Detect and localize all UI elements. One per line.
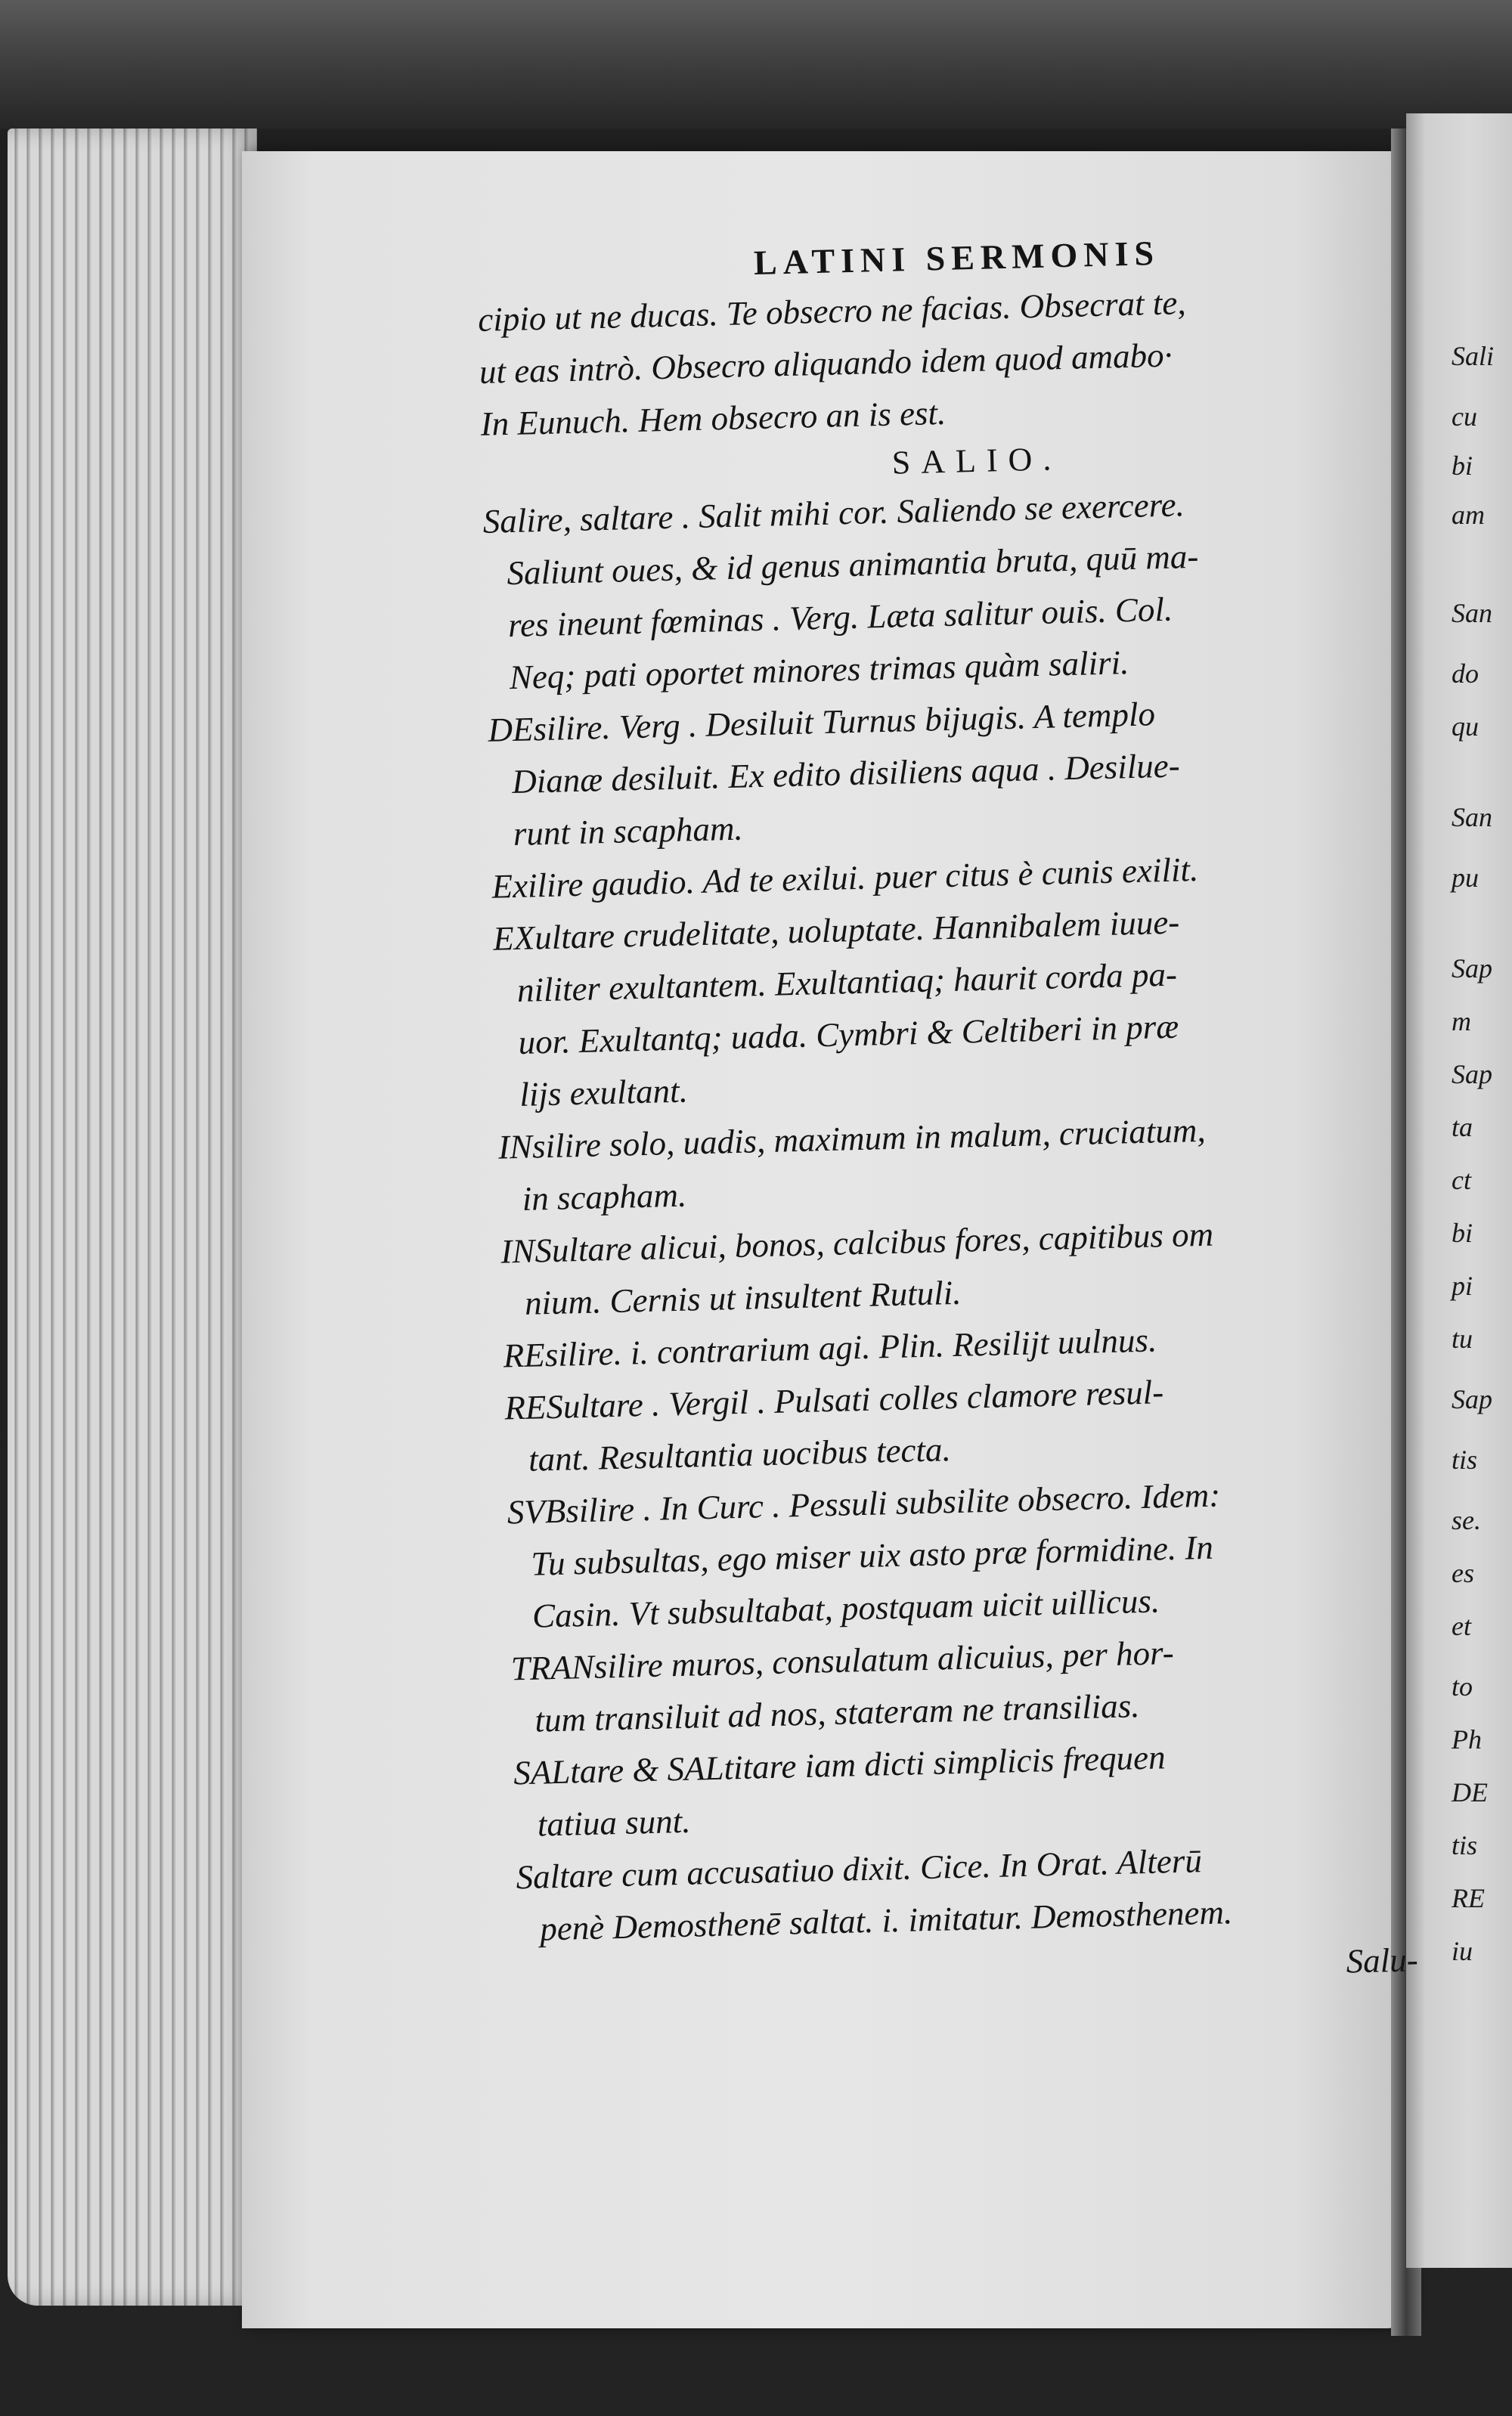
entry-line: SVBsilire . In Curc . Pessuli subsilite obsecro. Idem: xyxy=(507,1476,1221,1532)
entry-line: REsilire. i. contrarium agi. Plin. Resilijt uulnus. xyxy=(503,1321,1157,1375)
right-fragment: pi xyxy=(1452,1271,1473,1301)
entry-line: Tu subsultas, ego miser uix asto præ formidine. In xyxy=(530,1528,1214,1583)
right-fragment: m xyxy=(1452,1006,1471,1036)
right-fragment: ct xyxy=(1452,1165,1471,1195)
entry-line: Saliunt oues, & id genus animantia bruta, quū ma- xyxy=(506,537,1199,593)
right-fragment: to xyxy=(1452,1671,1473,1702)
cloth-background xyxy=(0,0,1512,129)
entry-line: Salire, saltare . Salit mihi cor. Saliendo se exercere. xyxy=(482,485,1185,541)
right-fragment: tis xyxy=(1452,1445,1478,1475)
entry-line: nium. Cernis ut insultent Rutuli. xyxy=(524,1273,962,1322)
right-fragment: Sali xyxy=(1452,341,1495,371)
section-heading: SALIO. xyxy=(891,440,1062,482)
right-fragment: iu xyxy=(1452,1936,1473,1966)
entry-line: SALtare & SALtitare iam dicti simplicis frequen xyxy=(513,1738,1167,1792)
right-fragment: San xyxy=(1452,802,1492,832)
entry-line: Dianæ desiluit. Ex edito disiliens aqua . Desilue- xyxy=(511,746,1181,801)
catchword: Salu- xyxy=(1346,1941,1419,1981)
right-fragment: do xyxy=(1452,658,1479,689)
right-fragment: RE xyxy=(1452,1883,1485,1913)
right-fragment: Sap xyxy=(1452,953,1492,983)
entry-line: INSultare alicui, bonos, calcibus fores, capitibus om xyxy=(500,1215,1214,1271)
right-fragment: ta xyxy=(1452,1112,1473,1142)
right-fragment: bi xyxy=(1452,451,1473,481)
entry-line: Exilire gaudio. Ad te exilui. puer citus è cunis exilit. xyxy=(491,850,1199,906)
entry-line: lijs exultant. xyxy=(519,1071,689,1114)
entry-line: EXultare crudelitate, uoluptate. Hannibalem iuue- xyxy=(492,903,1180,958)
entry-line: res ineunt fœminas . Verg. Læta salitur ouis. Col. xyxy=(507,590,1173,645)
entry-line: tant. Resultantia uocibus tecta. xyxy=(528,1430,952,1479)
right-fragment: es xyxy=(1452,1558,1474,1588)
right-fragment: tu xyxy=(1452,1324,1473,1354)
text-line: In Eunuch. Hem obsecro an is est. xyxy=(480,393,947,443)
entry-line: uor. Exultantq; uada. Cymbri & Celtiberi in præ xyxy=(518,1007,1179,1061)
right-fragment: bi xyxy=(1452,1218,1473,1248)
entry-line: TRANsilire muros, consulatum alicuius, per hor- xyxy=(510,1634,1175,1688)
right-fragment: Sap xyxy=(1452,1384,1492,1414)
right-fragment: se. xyxy=(1452,1505,1481,1535)
entry-line: DEsilire. Verg . Desiluit Turnus bijugis. A templo xyxy=(487,695,1156,749)
entry-line: tatiua sunt. xyxy=(537,1801,692,1844)
right-fragment: Sap xyxy=(1452,1059,1492,1089)
right-fragment: DE xyxy=(1452,1777,1488,1807)
entry-line: runt in scapham. xyxy=(513,809,744,853)
entry-line: Neq; pati oportet minores trimas quàm saliri. xyxy=(509,643,1129,697)
right-fragment: San xyxy=(1452,598,1492,628)
entry-line: tum transiluit ad nos, stateram ne transilias. xyxy=(534,1687,1141,1739)
entry-line: INsilire solo, uadis, maximum in malum, cruciatum, xyxy=(497,1110,1207,1166)
entry-line: penè Demosthenē saltat. i. imitatur. Demosthenem. xyxy=(539,1893,1233,1948)
running-head: LATINI SERMONIS xyxy=(753,233,1160,283)
right-page xyxy=(1406,113,1512,2268)
text-line: ut eas intrò. Obsecro aliquando idem quod amabo· xyxy=(479,336,1173,391)
right-fragment: Ph xyxy=(1452,1724,1482,1755)
entry-line: Saltare cum accusatiuo dixit. Cice. In Orat. Alterū xyxy=(516,1841,1203,1897)
entry-line: RESultare . Vergil . Pulsati colles clamore resul- xyxy=(503,1373,1164,1427)
right-fragment: et xyxy=(1452,1611,1471,1641)
right-fragment: tis xyxy=(1452,1830,1478,1860)
text-line: cipio ut ne ducas. Te obsecro ne facias. Obsecrat te, xyxy=(477,283,1187,339)
entry-line: Casin. Vt subsultabat, postquam uicit uillicus. xyxy=(531,1581,1160,1635)
page-text xyxy=(476,228,1418,2008)
page-edges xyxy=(8,129,257,2306)
right-fragment: pu xyxy=(1452,863,1479,893)
entry-line: niliter exultantem. Exultantiaq; haurit corda pa- xyxy=(516,955,1178,1009)
right-fragment: am xyxy=(1452,500,1485,530)
right-fragment: cu xyxy=(1452,401,1477,432)
right-fragment: qu xyxy=(1452,711,1479,742)
entry-line: in scapham. xyxy=(522,1175,687,1218)
